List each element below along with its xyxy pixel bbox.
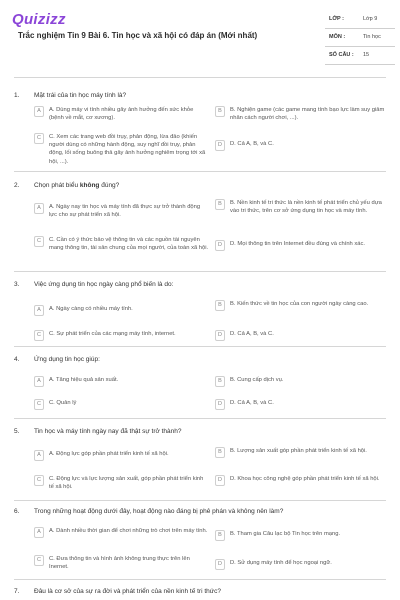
option-text: A. Động lực góp phần phát triển kinh tế xã hội. <box>49 451 169 457</box>
option-text: A. Tăng hiệu quả sản xuất. <box>49 377 119 383</box>
option-letter: A <box>34 106 44 117</box>
option-text: B. Nền kinh tế tri thức là nền kinh tế phát triển chủ yếu dựa vào tri thức, trên cơ sở ứng dụng tin học và máy tính. <box>230 200 382 215</box>
option-letter: C <box>34 475 44 486</box>
option-letter: C <box>34 236 44 247</box>
header-divider <box>14 77 386 78</box>
option-letter: B <box>215 530 225 541</box>
option-text: C. Cần có ý thức bảo vệ thông tin và các nguồn tài nguyên mang thông tin, tài sản chung của mọi người, của toàn xã hội. <box>49 237 209 252</box>
question-number: 7. <box>14 588 20 595</box>
option-letter: A <box>34 527 44 538</box>
option-text: A. Dành nhiều thời gian để chơi những trò chơi trên máy tính. <box>49 528 208 534</box>
question-text: Đâu là cơ sở của sự ra đời và phát triển của nền kinh tế tri thức? <box>34 588 221 595</box>
option-letter: C <box>34 399 44 410</box>
option-letter: B <box>215 376 225 387</box>
option-text: A. Ngày càng có nhiều máy tính. <box>49 306 133 312</box>
question-text: Ứng dụng tin học giúp: <box>34 356 100 363</box>
option-text: C. Sự phát triển của các mạng máy tính, internet. <box>49 331 176 337</box>
meta-label: SỐ CÂU : <box>329 52 354 58</box>
option-text: D. Khoa học công nghệ góp phần phát triển kinh tế xã hội. <box>230 476 380 482</box>
option-text: D. Mọi thông tin trên Internet đều đúng và chính xác. <box>230 241 366 247</box>
question-text: Mặt trái của tin học máy tính là? <box>34 92 127 99</box>
question-text-part: Chọn phát biểu <box>34 182 80 189</box>
option-letter: C <box>34 330 44 341</box>
option-text: C. Động lực và lực lượng sản xuất, góp phần phát triển kinh tế xã hội. <box>49 476 204 491</box>
question-divider <box>14 346 386 347</box>
option-text: D. Cả A, B, và C. <box>230 141 274 147</box>
question-divider <box>14 500 386 501</box>
option-letter: D <box>215 399 225 410</box>
option-text: B. Lượng sản xuất góp phần phát triển kinh tế xã hội. <box>230 448 367 454</box>
meta-label: MÔN : <box>329 34 346 40</box>
option-letter: B <box>215 447 225 458</box>
page-title: Trắc nghiệm Tin 9 Bài 6. Tin học và xã hội có đáp án (Mới nhất) <box>18 31 258 40</box>
option-letter: D <box>215 475 225 486</box>
question-number: 4. <box>14 356 20 363</box>
option-text: B. Nghiện game (các game mang tính bạo lực làm suy giảm nhân cách người chơi, ...). <box>230 107 385 122</box>
option-letter: D <box>215 240 225 251</box>
option-text: D. Cả A, B, và C. <box>230 331 274 337</box>
option-letter: C <box>34 555 44 566</box>
option-text: B. Tham gia Câu lạc bộ Tin học trên mạng. <box>230 531 341 537</box>
question-divider <box>14 271 386 272</box>
question-number: 3. <box>14 281 20 288</box>
option-letter: D <box>215 140 225 151</box>
meta-value: Tin học <box>363 34 381 40</box>
question-number: 5. <box>14 428 20 435</box>
option-text: D. Sử dụng máy tính để học ngoại ngữ. <box>230 560 332 566</box>
meta-value: 15 <box>363 52 370 58</box>
option-letter: C <box>34 133 44 144</box>
meta-value: Lớp 9 <box>363 16 378 22</box>
option-text: C. Đưa thông tin và hình ảnh không trung thực trên lên Inernet. <box>49 556 190 571</box>
quizizz-logo: Quizizz <box>12 11 66 28</box>
question-text: Việc ứng dụng tin học ngày càng phổ biến là do: <box>34 281 174 288</box>
question-text <box>34 182 119 189</box>
worksheet-header <box>0 0 400 78</box>
option-text: B. Cung cấp dịch vụ. <box>230 377 284 383</box>
question-text: Trong những hoạt động dưới đây, hoạt động nào đáng bị phê phán và không nên làm? <box>34 508 284 515</box>
option-letter: D <box>215 330 225 341</box>
question-number: 2. <box>14 182 20 189</box>
option-letter: A <box>34 203 44 214</box>
option-letter: D <box>215 559 225 570</box>
meta-info-box <box>325 11 395 65</box>
option-text: A. Dùng máy vi tính nhiều gây ảnh hưởng đến sức khỏe (bệnh về mắt, cơ xương). <box>49 107 194 122</box>
option-text: A. Ngày nay tin học và máy tính đã thực sự trở thành động lực cho sự phát triển xã hội. <box>49 204 201 219</box>
meta-row-class <box>325 11 395 29</box>
option-text: D. Cả A, B, và C. <box>230 400 274 406</box>
option-letter: B <box>215 199 225 210</box>
question-divider <box>14 418 386 419</box>
meta-row-subject <box>325 29 395 47</box>
question-number: 1. <box>14 92 20 99</box>
meta-label: LỚP : <box>329 16 344 22</box>
option-text: B. Kiến thức về tin học của con người ngày càng cao. <box>230 301 369 307</box>
option-letter: B <box>215 106 225 117</box>
meta-row-question-count <box>325 47 395 65</box>
option-letter: B <box>215 300 225 311</box>
question-divider <box>14 171 386 172</box>
option-text: C. Xem các trang web đồi trụy, phản động, lừa đảo (khiến người dùng có những hành động, suy nghĩ đồi trụy, phản động, lối sống buông thả gây ảnh hưởng nghiêm trọng tới xã hội, ...). <box>49 134 206 165</box>
option-letter: A <box>34 305 44 316</box>
question-text-part: đúng? <box>99 182 120 189</box>
question-text: Tin học và máy tính ngày nay đã thật sự trở thành? <box>34 428 182 435</box>
option-text: C. Quản lý <box>49 400 77 406</box>
option-letter: A <box>34 376 44 387</box>
question-divider <box>14 579 386 580</box>
option-letter: A <box>34 450 44 461</box>
question-text-emphasis: không <box>79 182 100 189</box>
question-number: 6. <box>14 508 20 515</box>
